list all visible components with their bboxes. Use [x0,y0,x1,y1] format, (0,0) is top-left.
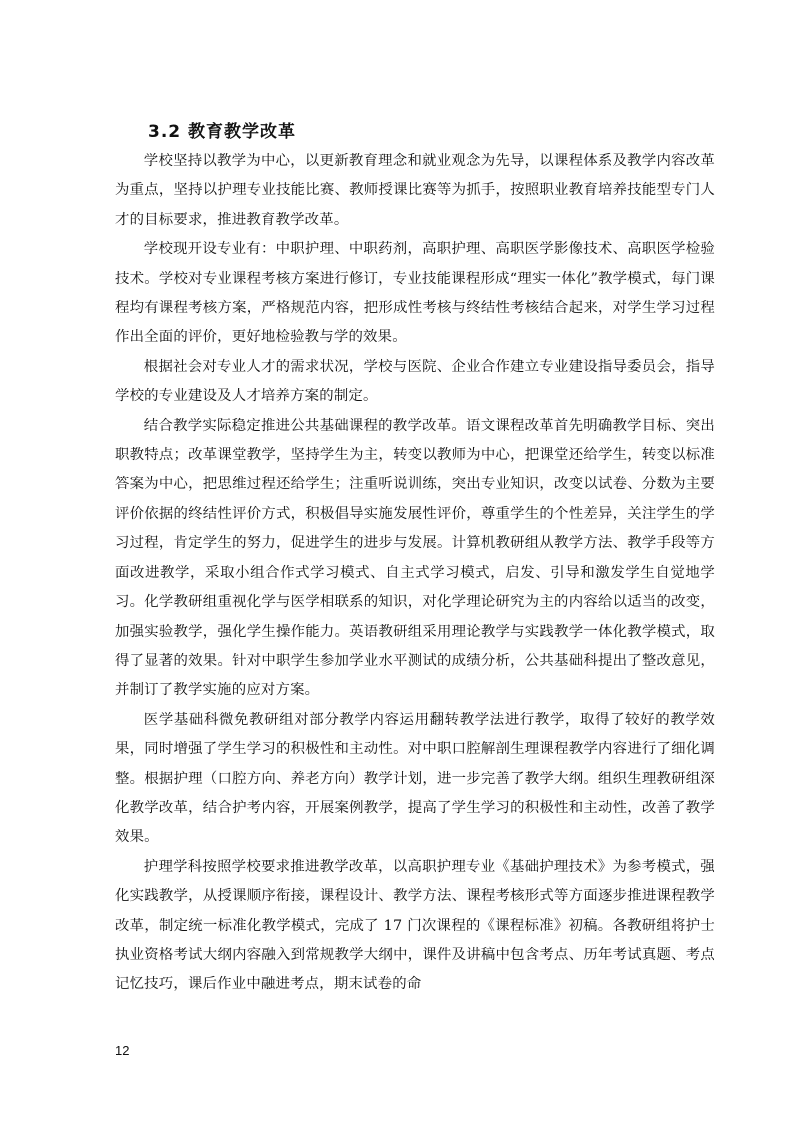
paragraph: 学校坚持以教学为中心，以更新教育理念和就业观念为先导，以课程体系及教学内容改革为重点，坚持以护理专业技能比赛、教师授课比赛等为抓手，按照职业教育培养技能型专门人才的目标要求，推进教育教学改革。 [115,153,715,228]
section-heading: 3.2 教育教学改革 [148,122,297,142]
paragraph: 护理学科按照学校要求推进教学改革，以高职护理专业《基础护理技术》为参考模式，强化实践教学，从授课顺序衔接，课程设计、教学方法、课程考核形式等方面逐步推进课程教学改革，制定统一标准化教学模式，完成了 17 门次课程的《课程标准》初稿。各教研组将护士执业资格考试大纲内容融入到常规教学大纲中，课件及讲稿中包含考点、历年考试真题、考点记忆技巧，课后作业中融进考点，期末试卷的命 [115,858,715,993]
paragraph: 结合教学实际稳定推进公共基础课程的教学改革。语文课程改革首先明确教学目标、突出职教特点；改革课堂教学，坚持学生为主，转变以教师为中心，把课堂还给学生，转变以标准答案为中心，把思维过程还给学生；注重听说训练，突出专业知识，改变以试卷、分数为主要评价依据的终结性评价方式，积极倡导实施发展性评价，尊重学生的个性差异，关注学生的学习过程，肯定学生的努力，促进学生的进步与发展。计算机教研组从教学方法、教学手段等方面改进教学，采取小组合作式学习模式、自主式学习模式，启发、引导和激发学生自觉地学习。化学教研组重视化学与医学相联系的知识，对化学理论研究为主的内容给以适当的改变，加强实验教学，强化学生操作能力。英语教研组采用理论教学与实践教学一体化教学模式，取得了显著的效果。针对中职学生参加学业水平测试的成绩分析，公共基础科提出了整改意见，并制订了教学实施的应对方案。 [115,417,715,699]
paragraph: 医学基础科微免教研组对部分教学内容运用翻转教学法进行教学，取得了较好的教学效果，同时增强了学生学习的积极性和主动性。对中职口腔解剖生理课程教学内容进行了细化调整。根据护理（口腔方向、养老方向）教学计划，进一步完善了教学大纲。组织生理教研组深化教学改革，结合护考内容，开展案例教学，提高了学生学习的积极性和主动性，改善了教学效果。 [115,711,715,846]
body-text [115,147,715,1000]
paragraph: 根据社会对专业人才的需求状况，学校与医院、企业合作建立专业建设指导委员会，指导学校的专业建设及人才培养方案的制定。 [115,358,715,405]
page-number: 12 [115,1043,130,1058]
paragraph: 学校现开设专业有：中职护理、中职药剂，高职护理、高职医学影像技术、高职医学检验技术。学校对专业课程考核方案进行修订，专业技能课程形成“理实一体化”教学模式，每门课程均有课程考核方案，严格规范内容，把形成性考核与终结性考核结合起来，对学生学习过程作出全面的评价，更好地检验教与学的效果。 [115,241,715,346]
